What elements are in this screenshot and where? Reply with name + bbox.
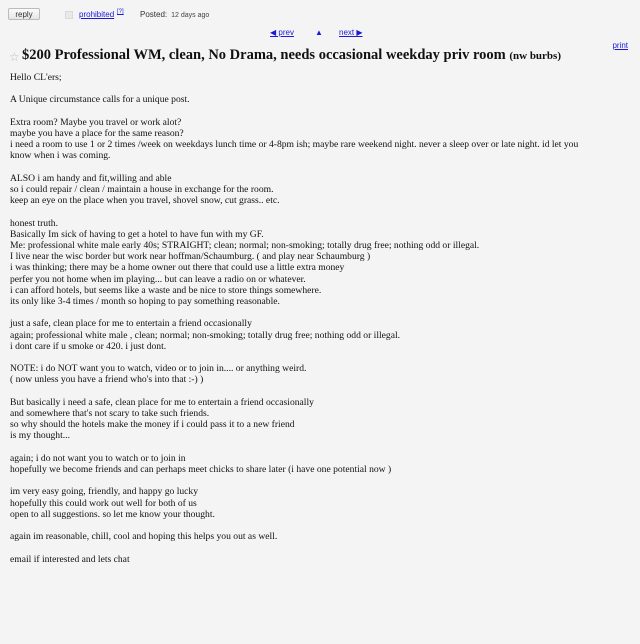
body-line: keep an eye on the place when you travel, shovel snow, cut grass.. etc.: [10, 195, 280, 207]
reply-button[interactable]: reply: [8, 8, 40, 20]
body-line: i was thinking; there may be a home owner out there that could use a little extra money: [10, 262, 345, 274]
body-paragraph: [10, 318, 630, 352]
nav-next[interactable]: [339, 28, 363, 37]
body-paragraph: [10, 94, 630, 105]
body-line: I live near the wisc border but work near hoffman/Schaumburg. ( and play near Schaumburg ): [10, 251, 371, 263]
body-paragraph: [10, 531, 630, 542]
body-paragraph: [10, 173, 630, 207]
body-line: again im reasonable, chill, cool and hoping this helps you out as well.: [10, 531, 278, 543]
body-paragraph: [10, 218, 630, 308]
body-paragraph: [10, 554, 630, 565]
body-line: its only like 3-4 times / month so hoping to pay something reasonable.: [10, 296, 280, 307]
body-line: Basically Im sick of having to get a hotel to have fun with my GF.: [10, 228, 264, 240]
body-line: know when i was coming.: [10, 150, 111, 162]
body-paragraph: [10, 486, 630, 520]
body-line: and somewhere that's not scary to take such friends.: [10, 407, 210, 419]
body-paragraph: [10, 453, 630, 475]
body-line: maybe you have a place for the same reason?: [10, 127, 184, 139]
body-line: NOTE: i do NOT want you to watch, video or to join in.... or anything weird.: [10, 363, 307, 375]
body-line: hopefully this could work out well for both of us: [10, 497, 197, 509]
body-line: again; professional white male , clean; normal; non-smoking; totally drug free; nothing odd or illegal.: [10, 329, 401, 341]
top-bar: [0, 0, 640, 24]
print-link[interactable]: print: [612, 41, 628, 50]
posted-info: [140, 10, 209, 19]
body-line: open to all suggestions. so let me know your thought.: [10, 508, 215, 520]
body-paragraph: [10, 117, 630, 162]
posting-body: [10, 72, 630, 576]
body-line: email if interested and lets chat: [10, 553, 130, 565]
body-line: i dont care if u smoke or 420. i just dont.: [10, 340, 167, 352]
body-paragraph: [10, 397, 630, 442]
body-line: so why should the hotels make the money if i could pass it to a new friend: [10, 419, 295, 431]
body-paragraph: [10, 363, 630, 385]
posting-title: [22, 47, 582, 64]
body-line: ( now unless you have a friend who's into that :-) ): [10, 374, 204, 386]
flag-checkbox[interactable]: [65, 11, 73, 19]
posting-title-text: $200 Professional WM, clean, No Drama, needs occasional weekday priv room: [22, 47, 506, 63]
next-link[interactable]: next ▶: [339, 28, 363, 37]
body-line: i can afford hotels, but seems like a waste and be nice to store things somewhere.: [10, 284, 322, 296]
prohibited-help-link[interactable]: [?]: [117, 9, 124, 15]
body-line: perfer you not home when im playing... but can leave a radio on or whatever.: [10, 273, 306, 285]
body-paragraph: [10, 72, 630, 83]
body-line: Extra room? Maybe you travel or work alot?: [10, 116, 182, 128]
posted-label: Posted:: [140, 10, 168, 19]
prohibited-link[interactable]: prohibited: [79, 10, 115, 19]
posted-date: 12 days ago: [171, 12, 210, 19]
body-line: Me: professional white male early 40s; STRAIGHT; clean; normal; non-smoking; totally drug free; nothing odd or illegal.: [10, 239, 480, 251]
body-line: again; i do not want you to watch or to join in: [10, 452, 186, 464]
body-line: But basically i need a safe, clean place for me to entertain a friend occasionally: [10, 396, 314, 408]
body-line: so i could repair / clean / maintain a house in exchange for the room.: [10, 183, 274, 195]
body-line: hopefully we become friends and can perhaps meet chicks to share later (i have one potential now ): [10, 463, 392, 475]
posting-location: (nw burbs): [509, 50, 561, 62]
up-icon[interactable]: ▲: [315, 28, 323, 37]
body-line: A Unique circumstance calls for a unique post.: [10, 94, 190, 106]
body-line: ALSO i am handy and fit,willing and able: [10, 172, 172, 184]
prev-link[interactable]: ◀ prev: [270, 28, 294, 37]
body-line: Hello CL'ers;: [10, 72, 62, 83]
body-line: is my thought...: [10, 430, 70, 442]
body-line: im very easy going, friendly, and happy go lucky: [10, 486, 199, 498]
body-line: i need a room to use 1 or 2 times /week on weekdays lunch time or 4-8pm ish; maybe rare weekend night. never a sleep over or late night. id let you: [10, 139, 579, 151]
body-line: honest truth.: [10, 217, 58, 229]
body-line: just a safe, clean place for me to entertain a friend occasionally: [10, 318, 252, 330]
nav-prev[interactable]: [270, 28, 294, 37]
favorite-star-icon[interactable]: ☆: [9, 50, 20, 64]
